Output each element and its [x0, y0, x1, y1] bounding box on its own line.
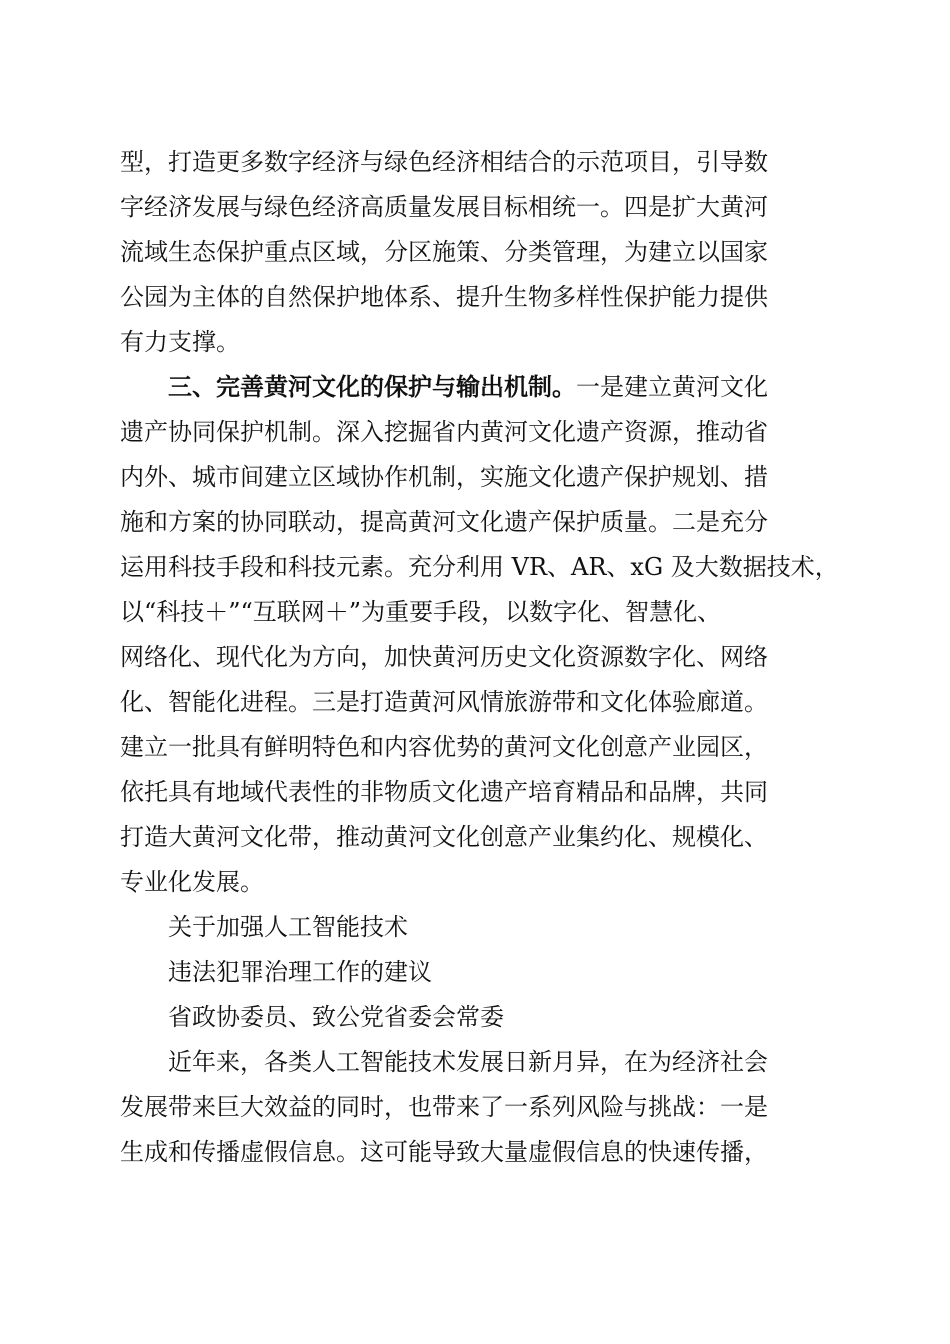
body-text-line: 以“科技＋”“互联网＋”为重要手段，以数字化、智慧化、	[120, 598, 722, 626]
body-text-line: 专业化发展。	[120, 868, 264, 896]
body-text-line: 有力支撑。	[120, 328, 240, 356]
body-text-line: 发展带来巨大效益的同时，也带来了一系列风险与挑战：一是	[120, 1093, 768, 1121]
section-heading-line	[168, 365, 768, 409]
body-text-line: 流域生态保护重点区域，分区施策、分类管理，为建立以国家	[120, 238, 768, 266]
body-text-line: 内外、城市间建立区域协作机制，实施文化遗产保护规划、措	[120, 463, 768, 491]
body-text-line: 遗产协同保护机制。深入挖掘省内黄河文化遗产资源，推动省	[120, 418, 768, 446]
body-text-line: 生成和传播虚假信息。这可能导致大量虚假信息的快速传播，	[120, 1138, 768, 1166]
body-text-line: 打造大黄河文化带，推动黄河文化创意产业集约化、规模化、	[120, 823, 768, 851]
body-text-line: 公园为主体的自然保护地体系、提升生物多样性保护能力提供	[120, 283, 768, 311]
body-text-line: 化、智能化进程。三是打造黄河风情旅游带和文化体验廊道。	[120, 688, 768, 716]
body-text-line: 依托具有地域代表性的非物质文化遗产培育精品和品牌，共同	[120, 778, 768, 806]
body-text-line: 字经济发展与绿色经济高质量发展目标相统一。四是扩大黄河	[120, 193, 768, 221]
body-text-line: 建立一批具有鲜明特色和内容优势的黄河文化创意产业园区，	[120, 733, 768, 761]
section-heading: 三、完善黄河文化的保护与输出机制。	[168, 372, 576, 401]
article-title-line-2: 违法犯罪治理工作的建议	[168, 958, 432, 986]
section-heading-continuation: 一是建立黄河文化	[576, 373, 768, 401]
body-text-line: 近年来，各类人工智能技术发展日新月异，在为经济社会	[168, 1048, 768, 1076]
author-line: 省政协委员、致公党省委会常委	[168, 1003, 504, 1031]
body-text-line: 网络化、现代化为方向，加快黄河历史文化资源数字化、网络	[120, 643, 768, 671]
article-title-line-1: 关于加强人工智能技术	[168, 913, 408, 941]
body-text-line: 施和方案的协同联动，提高黄河文化遗产保护质量。二是充分	[120, 508, 768, 536]
body-text-line: 型，打造更多数字经济与绿色经济相结合的示范项目，引导数	[120, 148, 768, 176]
body-text-line: 运用科技手段和科技元素。充分利用 VR、AR、xG 及大数据技术，	[120, 553, 839, 581]
